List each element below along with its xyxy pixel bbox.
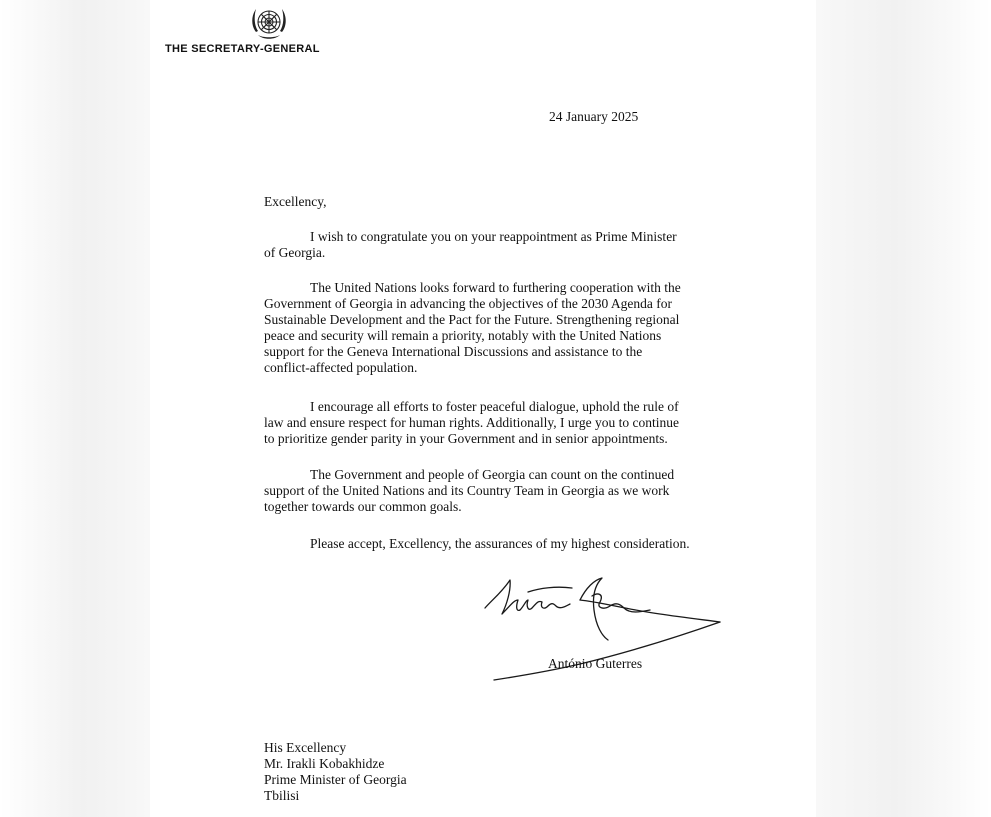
paragraph-1 xyxy=(264,229,734,261)
paragraph-line: conflict-affected population. xyxy=(264,360,418,375)
paragraph-line: to prioritize gender parity in your Government and in senior appointments. xyxy=(264,431,668,446)
paragraph-4 xyxy=(264,467,734,515)
paragraph-line: law and ensure respect for human rights. Additionally, I urge you to continue xyxy=(264,415,680,430)
paragraph-line: together towards our common goals. xyxy=(264,499,462,514)
paragraph-line: Government of Georgia in advancing the objectives of the 2030 Agenda for xyxy=(264,296,673,311)
salutation: Excellency, xyxy=(264,194,327,209)
paragraph-line: I wish to congratulate you on your reappointment as Prime Minister xyxy=(310,229,677,244)
paragraph-line: Sustainable Development and the Pact for the Future. Strengthening regional xyxy=(264,312,680,327)
paragraph-3 xyxy=(264,399,734,447)
addressee-line: Tbilisi xyxy=(264,788,300,803)
paragraph-line: The United Nations looks forward to furthering cooperation with the xyxy=(310,280,681,295)
letter-date: 24 January 2025 xyxy=(549,109,639,124)
paragraph-line: support of the United Nations and its Country Team in Georgia as we work xyxy=(264,483,670,498)
paragraph-line: peace and security will remain a priority, notably with the United Nations xyxy=(264,328,662,343)
addressee-block xyxy=(264,740,407,804)
paragraph-line: Please accept, Excellency, the assurances of my highest consideration. xyxy=(310,536,690,551)
paragraph-line: support for the Geneva International Discussions and assistance to the xyxy=(264,344,643,359)
closing-paragraph xyxy=(264,536,734,552)
paragraph-2 xyxy=(264,280,734,376)
paragraph-line: I encourage all efforts to foster peaceful dialogue, uphold the rule of xyxy=(310,399,679,414)
addressee-line: His Excellency xyxy=(264,740,347,755)
signer-name: António Guterres xyxy=(548,656,643,671)
addressee-line: Prime Minister of Georgia xyxy=(264,772,407,787)
addressee-line: Mr. Irakli Kobakhidze xyxy=(264,756,385,771)
letterhead-title: THE SECRETARY-GENERAL xyxy=(165,43,320,55)
paragraph-line: The Government and people of Georgia can count on the continued xyxy=(310,467,675,482)
paragraph-line: of Georgia. xyxy=(264,245,326,260)
un-emblem-icon xyxy=(247,4,291,44)
